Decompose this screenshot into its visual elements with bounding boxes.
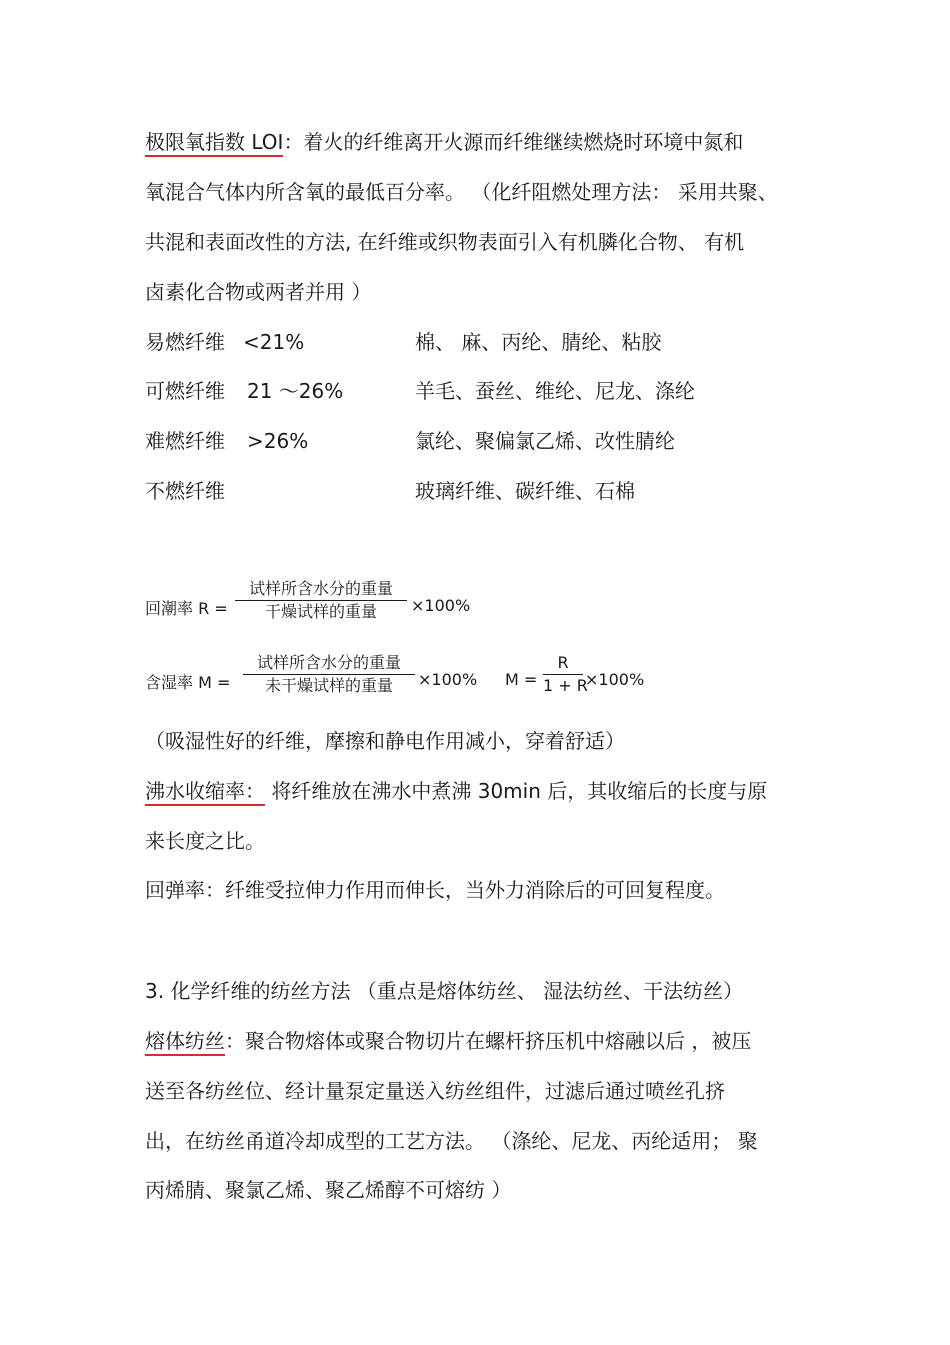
- boiling-line-2: 来长度之比。: [145, 829, 265, 853]
- examples: 羊毛、蚕丝、维纶、尼龙、涤纶: [415, 379, 695, 403]
- boiling-line-1: [145, 777, 767, 805]
- fraction: [235, 578, 407, 623]
- multiplier: ×100%: [411, 596, 471, 615]
- formula-label: 回潮率 R =: [145, 599, 228, 618]
- examples: 玻璃纤维、碳纤维、石棉: [415, 479, 635, 503]
- loi-definition-start: ：着火的纤维离开火源而纤维继续燃烧时环境中氮和: [283, 130, 744, 154]
- numerator: 试样所含水分的重量: [248, 579, 393, 598]
- loi-range: 21 ～26%: [247, 379, 344, 403]
- alt-formula-label: M =: [505, 670, 538, 689]
- melt-line-4: 丙烯腈、聚氯乙烯、聚乙烯醇不可熔纺 ）: [145, 1178, 512, 1202]
- boiling-term: 沸水收缩率：: [145, 779, 265, 806]
- boiling-definition-start: 将纤维放在沸水中煮沸 30min 后，其收缩后的长度与原: [265, 779, 768, 803]
- fraction: [243, 652, 415, 697]
- loi-term: 极限氧指数 LOI: [145, 130, 283, 157]
- melt-term: 熔体纺丝: [145, 1029, 225, 1056]
- loi-line-1: [145, 128, 743, 156]
- loi-range: >26%: [247, 429, 309, 453]
- flammability-row: [145, 328, 304, 356]
- examples: 氯纶、聚偏氯乙烯、改性腈纶: [415, 429, 675, 453]
- hygroscopic-note: （吸湿性好的纤维，摩擦和静电作用减小，穿着舒适）: [145, 729, 625, 753]
- flammability-row: [145, 377, 343, 405]
- loi-line-2: 氧混合气体内所含氧的最低百分率。 （化纤阻燃处理方法： 采用共聚、: [145, 180, 778, 204]
- category: 可燃纤维: [145, 379, 225, 403]
- section-heading: 3. 化学纤维的纺丝方法 （重点是熔体纺丝、 湿法纺丝、干法纺丝）: [145, 979, 744, 1003]
- loi-line-4: 卤素化合物或两者并用 ）: [145, 280, 372, 304]
- multiplier: ×100%: [418, 670, 478, 689]
- melt-line-3: 出，在纺丝甬道冷却成型的工艺方法。 （涤纶、尼龙、丙纶适用； 聚: [145, 1129, 758, 1153]
- melt-line-2: 送至各纺丝位、经计量泵定量送入纺丝组件，过滤后通过喷丝孔挤: [145, 1079, 725, 1103]
- flammability-row: [145, 477, 225, 505]
- denominator: 未干燥试样的重量: [264, 676, 393, 695]
- denominator: 干燥试样的重量: [264, 602, 377, 621]
- melt-line-1: [145, 1027, 751, 1055]
- category: 难燃纤维: [145, 429, 225, 453]
- melt-definition-start: ：聚合物熔体或聚合物切片在螺杆挤压机中熔融以后 ，被压: [225, 1029, 752, 1053]
- category: 易燃纤维: [145, 330, 225, 354]
- numerator: R: [557, 653, 569, 672]
- alt-fraction: [543, 652, 588, 697]
- loi-line-3: 共混和表面改性的方法, 在纤维或织物表面引入有机膦化合物、 有机: [145, 230, 745, 254]
- category: 不燃纤维: [145, 479, 225, 503]
- multiplier: ×100%: [585, 670, 645, 689]
- numerator: 试样所含水分的重量: [256, 653, 401, 672]
- flammability-row: [145, 427, 308, 455]
- denominator: 1 + R: [543, 676, 588, 695]
- resilience-definition: 回弹率：纤维受拉伸力作用而伸长，当外力消除后的可回复程度。: [145, 878, 725, 902]
- examples: 棉、 麻、丙纶、腈纶、粘胶: [415, 330, 662, 354]
- formula-label: 含湿率 M =: [145, 673, 231, 692]
- loi-range: <21%: [243, 330, 305, 354]
